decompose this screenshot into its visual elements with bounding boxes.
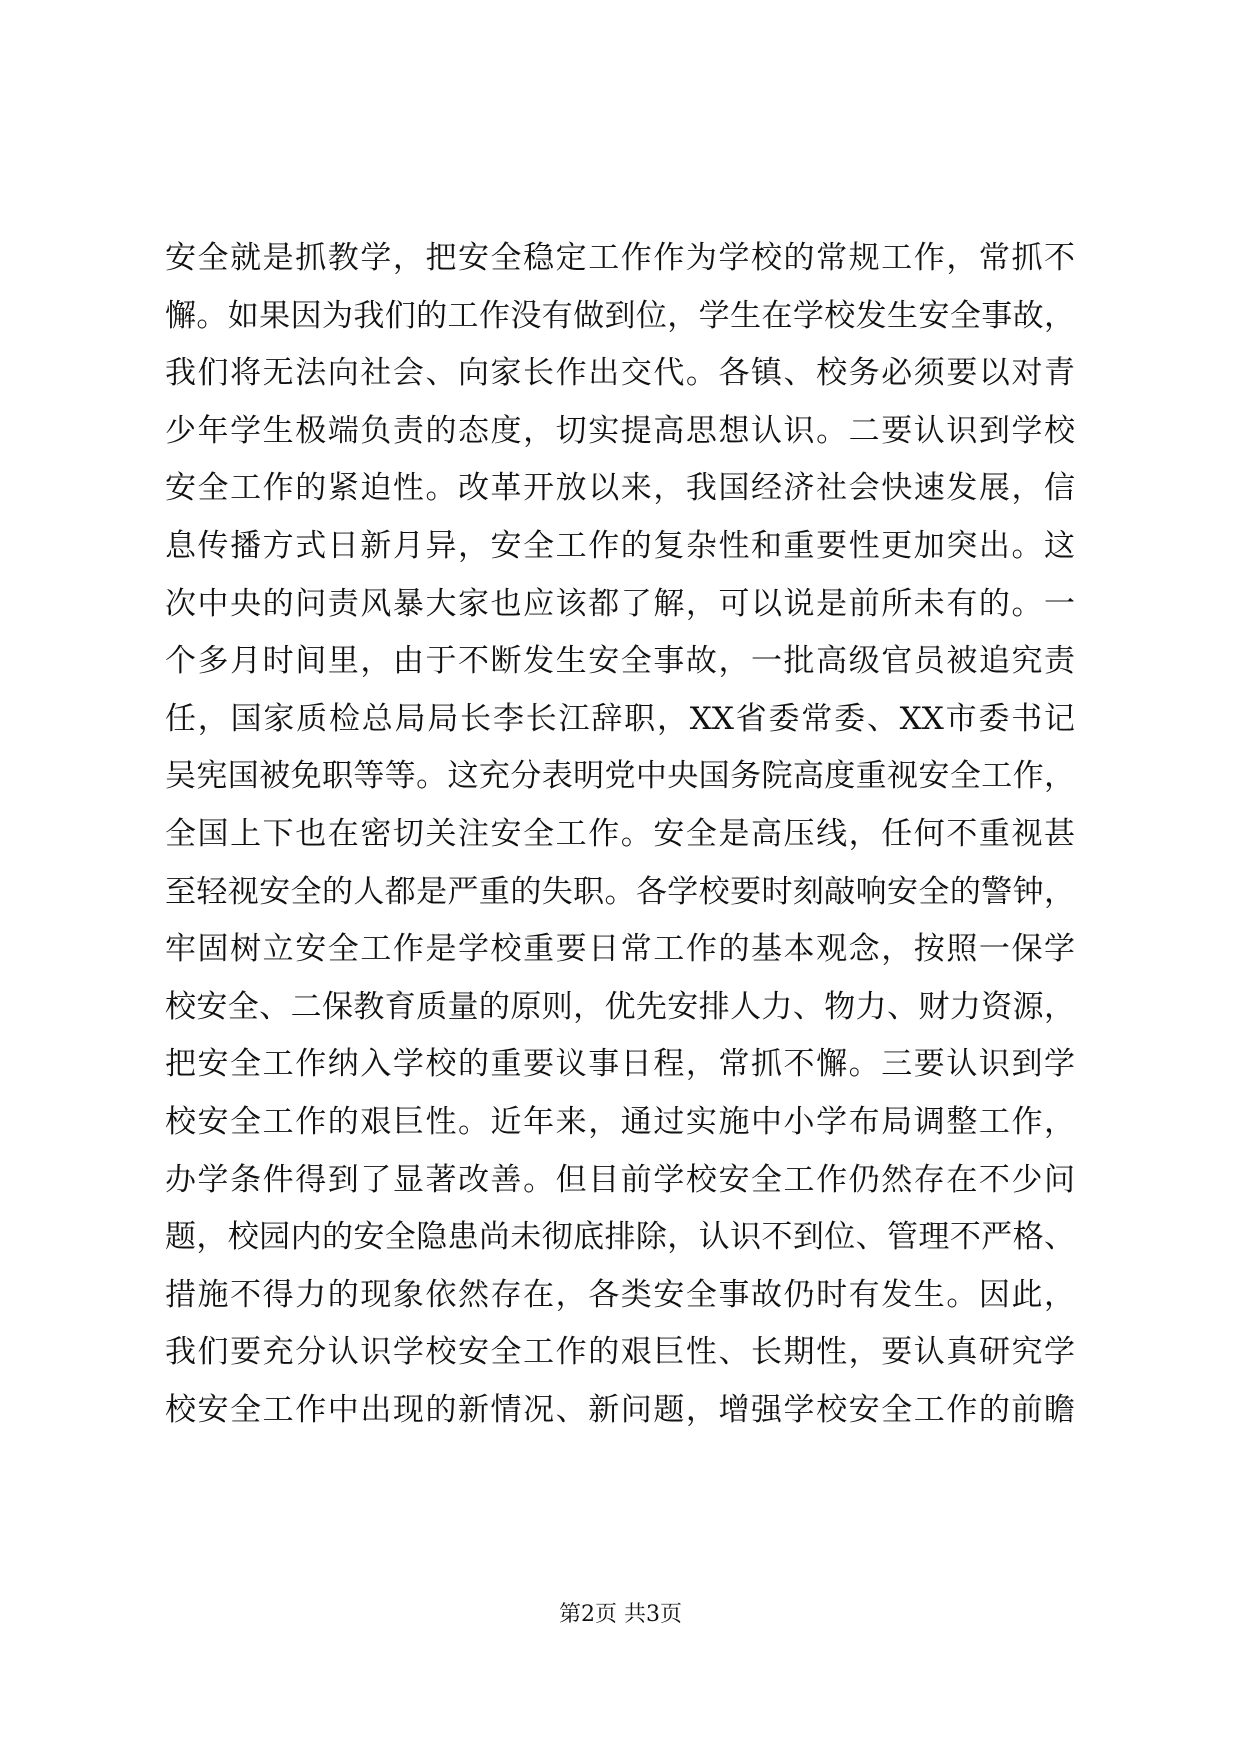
text-line: 把安全工作纳入学校的重要议事日程，常抓不懈。三要认识到学 [165,1046,1075,1083]
text-line: 全国上下也在密切关注安全工作。安全是高压线，任何不重视甚 [165,815,1075,852]
text-line: 任，国家质检总局局长李长江辞职，XX省委常委、XX市委书记 [165,700,1075,737]
text-line: 安全工作的紧迫性。改革开放以来，我国经济社会快速发展，信 [165,470,1075,507]
page-number-footer: 第2页 共3页 [559,1602,682,1627]
text-line: 办学条件得到了显著改善。但目前学校安全工作仍然存在不少问 [165,1161,1075,1198]
text-line: 懈。如果因为我们的工作没有做到位，学生在学校发生安全事故， [165,297,1075,334]
text-line: 次中央的问责风暴大家也应该都了解，可以说是前所未有的。一 [165,585,1075,622]
text-line: 少年学生极端负责的态度，切实提高思想认识。二要认识到学校 [165,412,1075,449]
text-line: 措施不得力的现象依然存在，各类安全事故仍时有发生。因此， [165,1276,1075,1313]
text-line: 至轻视安全的人都是严重的失职。各学校要时刻敲响安全的警钟， [165,873,1075,910]
text-line: 安全就是抓教学，把安全稳定工作作为学校的常规工作，常抓不 [165,240,1075,276]
text-line: 校安全、二保教育质量的原则，优先安排人力、物力、财力资源， [165,988,1075,1025]
text-line: 吴宪国被免职等等。这充分表明党中央国务院高度重视安全工作， [165,758,1075,795]
text-line: 校安全工作的艰巨性。近年来，通过实施中小学布局调整工作， [165,1103,1075,1140]
text-line: 校安全工作中出现的新情况、新问题，增强学校安全工作的前瞻 [165,1391,1075,1428]
text-line: 题，校园内的安全隐患尚未彻底排除，认识不到位、管理不严格、 [165,1219,1075,1256]
text-line: 个多月时间里，由于不断发生安全事故，一批高级官员被追究责 [165,643,1075,680]
text-line: 息传播方式日新月异，安全工作的复杂性和重要性更加突出。这 [165,527,1075,564]
text-line: 我们将无法向社会、向家长作出交代。各镇、校务必须要以对青 [165,355,1075,392]
text-line: 牢固树立安全工作是学校重要日常工作的基本观念，按照一保学 [165,931,1075,968]
body-text [165,230,1075,1439]
text-line: 我们要充分认识学校安全工作的艰巨性、长期性，要认真研究学 [165,1334,1075,1371]
